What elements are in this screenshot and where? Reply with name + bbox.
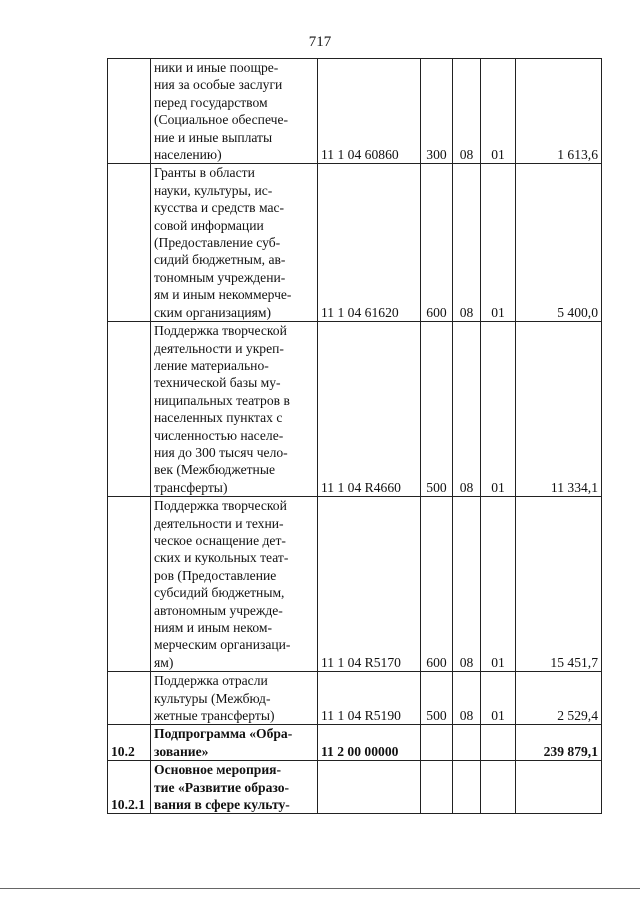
row-target-code: 11 1 04 R5190 bbox=[318, 672, 421, 725]
row-section: 08 bbox=[453, 164, 481, 322]
table-row bbox=[108, 59, 602, 164]
row-name bbox=[151, 322, 318, 497]
row-amount: 2 529,4 bbox=[516, 672, 602, 725]
row-amount: 1 613,6 bbox=[516, 59, 602, 164]
row-expense-type bbox=[421, 761, 453, 814]
row-expense-type: 600 bbox=[421, 497, 453, 672]
budget-table bbox=[107, 58, 602, 814]
row-section: 08 bbox=[453, 672, 481, 725]
row-name bbox=[151, 59, 318, 164]
row-number bbox=[108, 164, 151, 322]
row-target-code: 11 1 04 60860 bbox=[318, 59, 421, 164]
row-amount bbox=[516, 761, 602, 814]
row-name bbox=[151, 761, 318, 814]
row-number bbox=[108, 672, 151, 725]
row-section bbox=[453, 761, 481, 814]
row-expense-type: 600 bbox=[421, 164, 453, 322]
row-number: 10.2.1 bbox=[108, 761, 151, 814]
row-subsection: 01 bbox=[481, 497, 516, 672]
row-expense-type bbox=[421, 725, 453, 761]
row-section: 08 bbox=[453, 59, 481, 164]
row-name-text: Гранты в области науки, культуры, ис- кусства и средств мас- совой информации (Предоставление суб- сидий бюджетным, ав- тономным учреждени- ям и иным некоммерче- ским организациям) bbox=[154, 165, 292, 320]
row-name-text: Основное мероприя- тие «Развитие образо- вания в сфере культу- bbox=[154, 762, 290, 813]
row-section bbox=[453, 725, 481, 761]
row-name bbox=[151, 725, 318, 761]
table-row-subprogram bbox=[108, 725, 602, 761]
row-target-code: 11 1 04 R5170 bbox=[318, 497, 421, 672]
table-row bbox=[108, 497, 602, 672]
row-target-code: 11 1 04 61620 bbox=[318, 164, 421, 322]
row-subsection bbox=[481, 725, 516, 761]
row-subsection: 01 bbox=[481, 59, 516, 164]
row-amount: 239 879,1 bbox=[516, 725, 602, 761]
row-target-code: 11 2 00 00000 bbox=[318, 725, 421, 761]
row-amount: 11 334,1 bbox=[516, 322, 602, 497]
row-number bbox=[108, 497, 151, 672]
row-name-text: Поддержка творческой деятельности и укреп- ление материально- технической базы му- ниципальных театров в населенных пунктах с численностью населе- ния до 300 тысяч чело- век (Межбюджетные трансферты) bbox=[154, 323, 290, 495]
row-subsection: 01 bbox=[481, 672, 516, 725]
row-expense-type: 500 bbox=[421, 672, 453, 725]
row-section: 08 bbox=[453, 497, 481, 672]
row-subsection: 01 bbox=[481, 164, 516, 322]
page-number: 717 bbox=[308, 34, 332, 50]
row-name-text: ники и иные поощре- ния за особые заслуги перед государством (Социальное обеспече- ние и иные выплаты населению) bbox=[154, 60, 289, 163]
row-name-text: Поддержка творческой деятельности и техни- ческое оснащение дет- ских и кукольных теат- ров (Предоставление субсидий бюджетным, автономным учрежде- ниям и иным неком- мерческим организаци- ям) bbox=[154, 498, 291, 670]
row-name-text: Поддержка отрасли культуры (Межбюд- жетные трансферты) bbox=[154, 673, 275, 724]
row-name bbox=[151, 672, 318, 725]
row-expense-type: 300 bbox=[421, 59, 453, 164]
row-subsection bbox=[481, 761, 516, 814]
row-subsection: 01 bbox=[481, 322, 516, 497]
row-name bbox=[151, 164, 318, 322]
row-amount: 5 400,0 bbox=[516, 164, 602, 322]
row-target-code: 11 1 04 R4660 bbox=[318, 322, 421, 497]
row-name bbox=[151, 497, 318, 672]
table-row bbox=[108, 672, 602, 725]
footer-divider bbox=[0, 888, 640, 889]
budget-table-body bbox=[108, 59, 602, 814]
table-row bbox=[108, 164, 602, 322]
row-number bbox=[108, 59, 151, 164]
row-name-text: Подпрограмма «Обра- зование» bbox=[154, 726, 293, 759]
table-row-main-activity bbox=[108, 761, 602, 814]
row-expense-type: 500 bbox=[421, 322, 453, 497]
row-amount: 15 451,7 bbox=[516, 497, 602, 672]
row-section: 08 bbox=[453, 322, 481, 497]
row-number bbox=[108, 322, 151, 497]
table-row bbox=[108, 322, 602, 497]
row-number: 10.2 bbox=[108, 725, 151, 761]
row-target-code bbox=[318, 761, 421, 814]
